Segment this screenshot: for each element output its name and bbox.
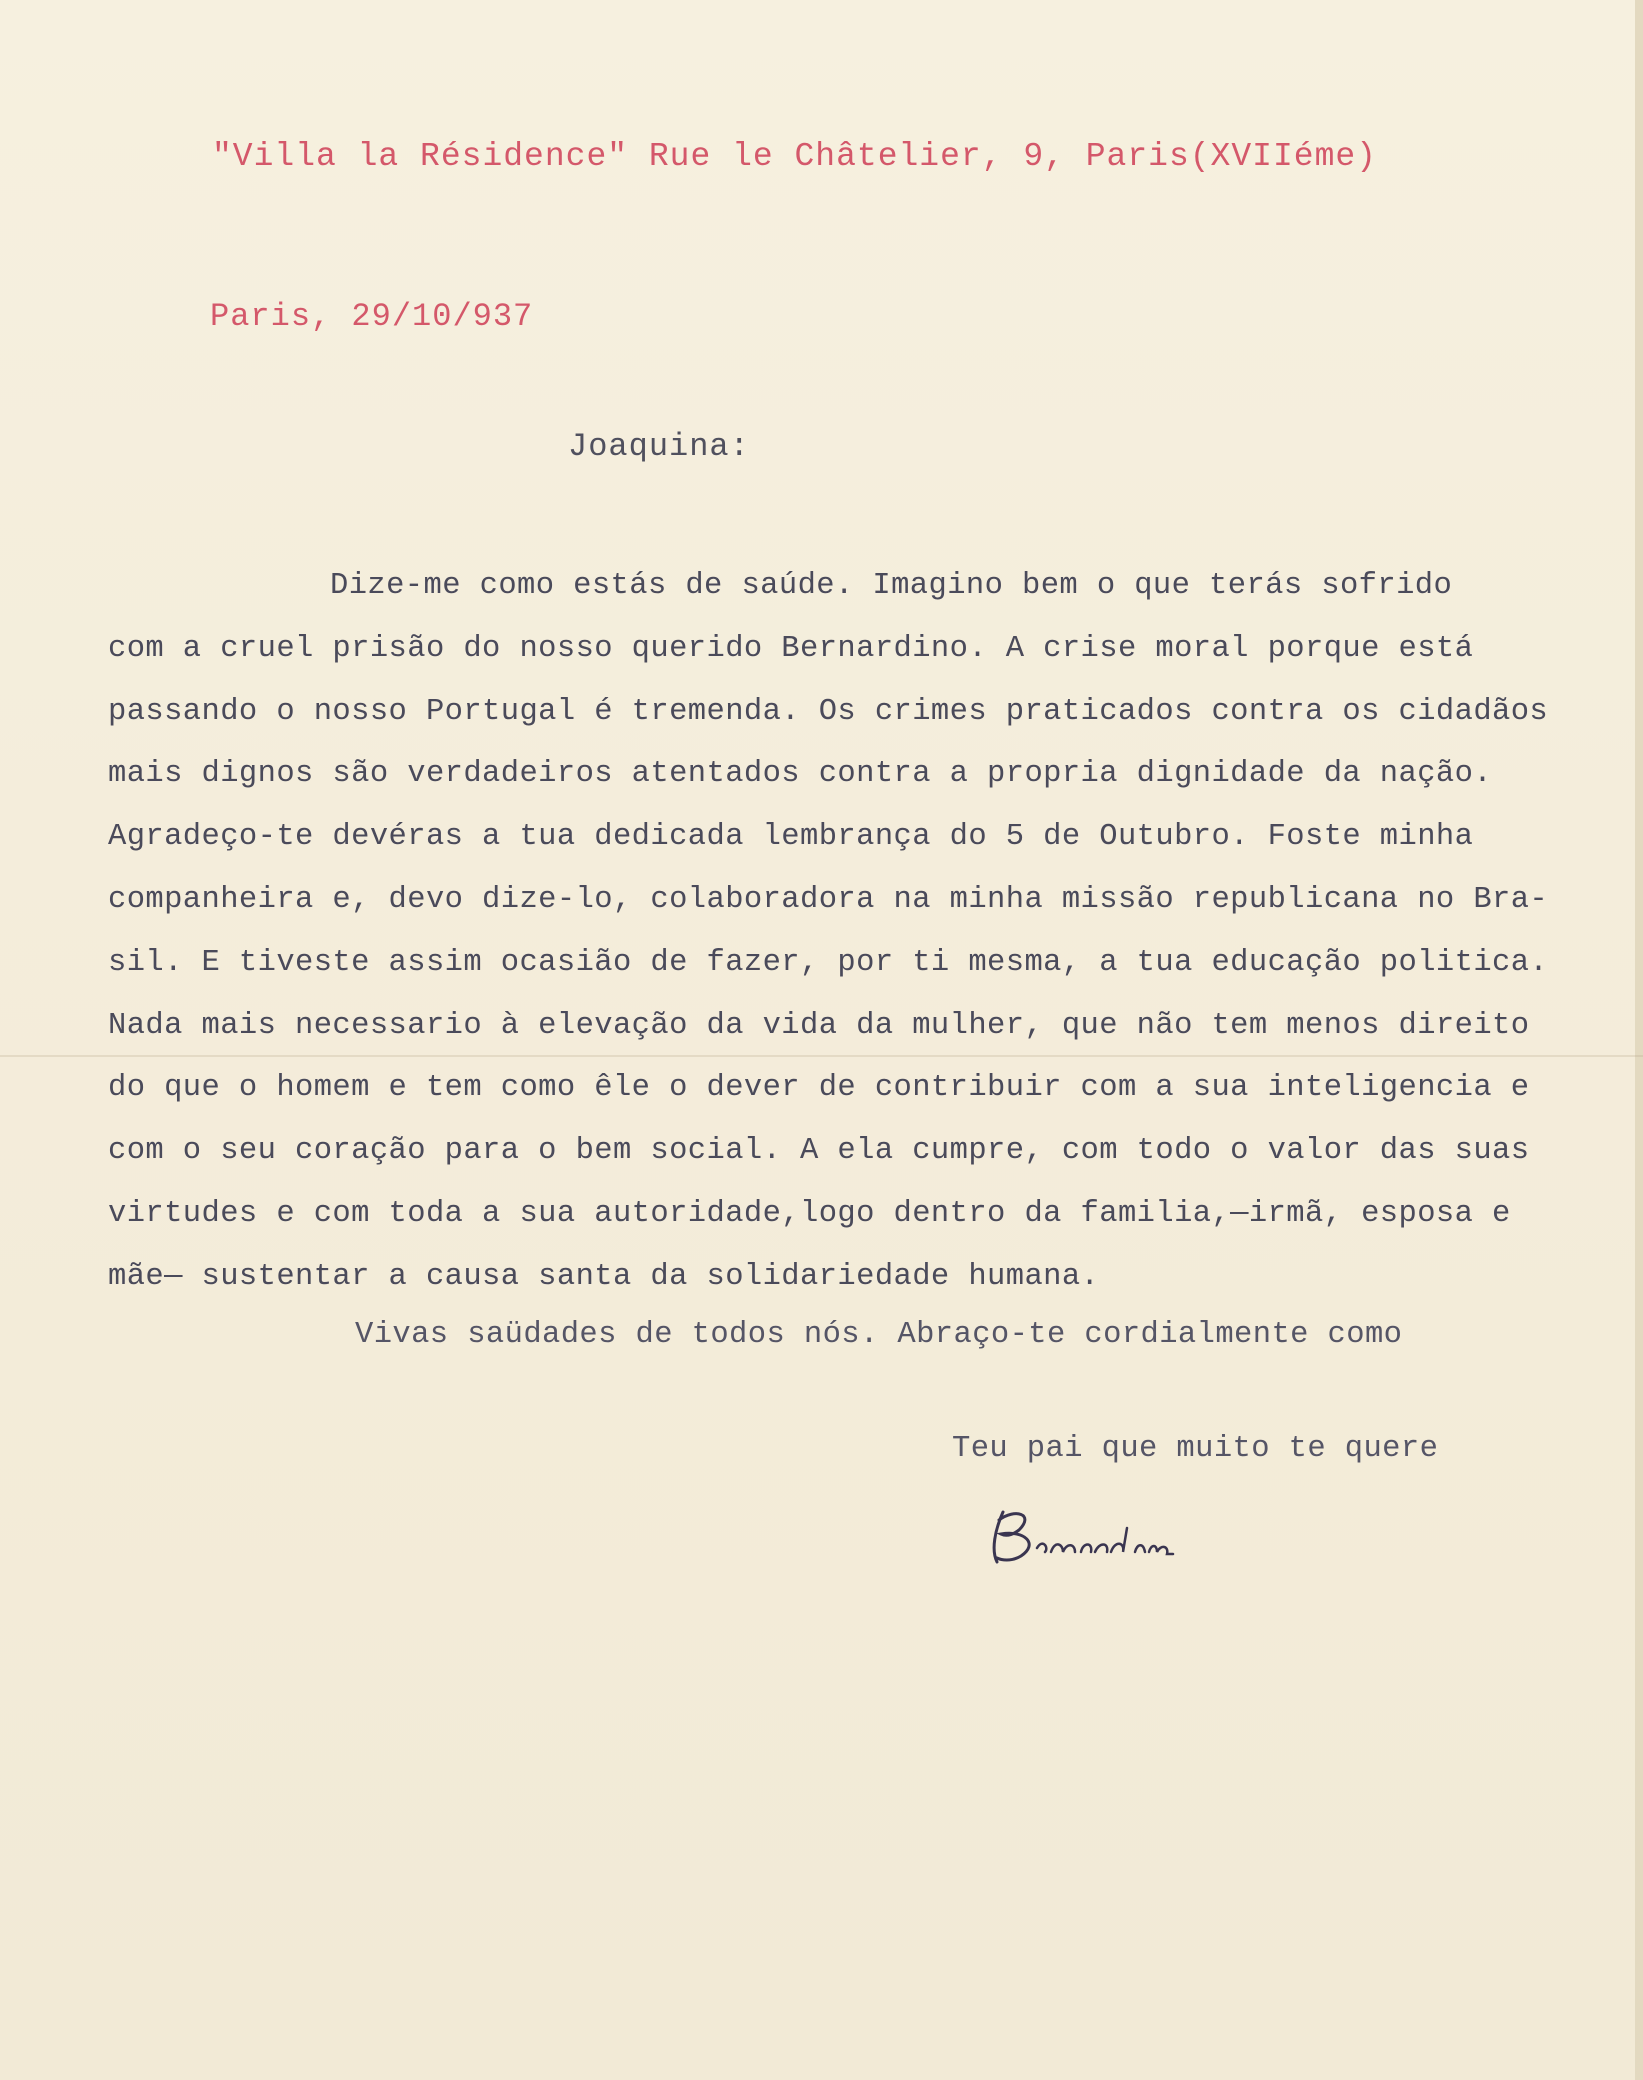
body-line: Agradeço-te devéras a tua dedicada lembrança do 5 de Outubro. Foste minha [108, 820, 1474, 855]
body-line: passando o nosso Portugal é tremenda. Os crimes praticados contra os cidadãos [108, 694, 1549, 729]
body-line: com a cruel prisão do nosso querido Bernardino. A crise moral porque está [108, 631, 1474, 666]
letter-date: Paris, 29/10/937 [210, 298, 534, 335]
body-line: virtudes e com toda a sua autoridade,logo dentro da familia,—irmã, esposa e [108, 1196, 1511, 1231]
salutation: Joaquina: [568, 428, 750, 465]
body-line: do que o homem e tem como êle o dever de contribuir com a sua inteligencia e [108, 1071, 1530, 1106]
body-line: mãe— sustentar a causa santa da solidariedade humana. [108, 1259, 1100, 1294]
body-line: com o seu coração para o bem social. A ela cumpre, com todo o valor das suas [108, 1134, 1530, 1169]
body-line: sil. E tiveste assim ocasião de fazer, por ti mesma, a tua educação politica. [108, 945, 1549, 980]
closing-line: Vivas saüdades de todos nós. Abraço-te cordialmente como [355, 1318, 1403, 1352]
handwritten-signature [985, 1500, 1235, 1570]
letter-body [108, 555, 1638, 1309]
valediction: Teu pai que muito te quere [952, 1432, 1439, 1466]
body-line: Dize-me como estás de saúde. Imagino bem o que terás sofrido [330, 569, 1453, 603]
body-line: mais dignos são verdadeiros atentados contra a propria dignidade da nação. [108, 757, 1493, 792]
letterhead-address: "Villa la Résidence" Rue le Châtelier, 9, Paris(XVIIéme) [212, 138, 1377, 175]
body-line: companheira e, devo dize-lo, colaboradora na minha missão republicana no Bra- [108, 882, 1549, 917]
body-line: Nada mais necessario à elevação da vida da mulher, que não tem menos direito [108, 1008, 1530, 1043]
